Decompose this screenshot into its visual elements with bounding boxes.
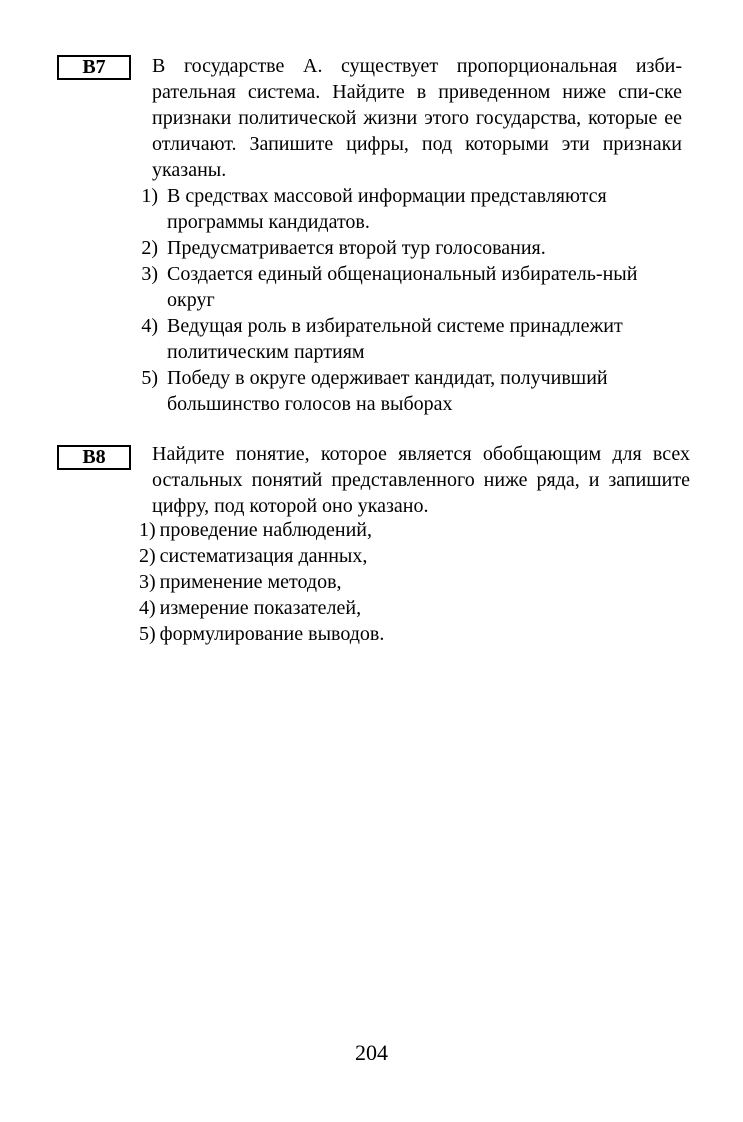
list-item: [139, 595, 639, 621]
list-item: [130, 183, 682, 235]
option-text: Предусматривается второй тур голосования.: [167, 237, 546, 259]
option-number: 3): [141, 263, 158, 285]
option-number: 5): [139, 623, 156, 645]
option-text: измерение показателей,: [159, 597, 362, 619]
option-text: систематизация данных,: [159, 545, 368, 567]
list-item: [130, 313, 682, 365]
option-text: В средствах массовой информации представляются программы кандидатов.: [167, 185, 607, 233]
list-item: [139, 517, 639, 543]
option-number: 4): [139, 597, 156, 619]
list-item: [139, 569, 639, 595]
task-b8-options: [139, 517, 639, 647]
option-number: 3): [139, 571, 156, 593]
list-item: [130, 365, 682, 417]
task-b7-options: [130, 183, 682, 417]
option-text: проведение наблюдений,: [159, 519, 372, 541]
option-number: 1): [141, 185, 158, 207]
task-label-b8: В8: [57, 445, 131, 470]
option-number: 2): [139, 545, 156, 567]
list-item: [130, 261, 682, 313]
option-text: Победу в округе одерживает кандидат, получивший большинство голосов на выборах: [167, 367, 608, 415]
option-number: 4): [141, 315, 158, 337]
task-label-b7: В7: [57, 55, 131, 80]
list-item: [139, 621, 639, 647]
list-item: [130, 235, 682, 261]
list-item: [139, 543, 639, 569]
option-text: применение методов,: [159, 571, 342, 593]
option-number: 5): [141, 367, 158, 389]
option-text: Ведущая роль в избирательной системе принадлежит политическим партиям: [167, 315, 623, 363]
task-b7-intro: В государстве А. существует пропорциональная изби-рательная система. Найдите в приведенном ниже спи-ске признаки политической жизни этого государства, которые ее отличают. Запишите цифры, под которыми эти признаки указаны.: [152, 55, 682, 181]
option-text: Создается единый общенациональный избиратель-ный округ: [167, 263, 638, 311]
option-number: 2): [141, 237, 158, 259]
option-text: формулирование выводов.: [159, 623, 385, 645]
page-number: 204: [355, 1040, 388, 1065]
task-b8-intro: Найдите понятие, которое является обобщающим для всех остальных понятий представленного ниже ряда, и запишите цифру, под которой оно указано.: [152, 443, 690, 517]
option-number: 1): [139, 519, 156, 541]
